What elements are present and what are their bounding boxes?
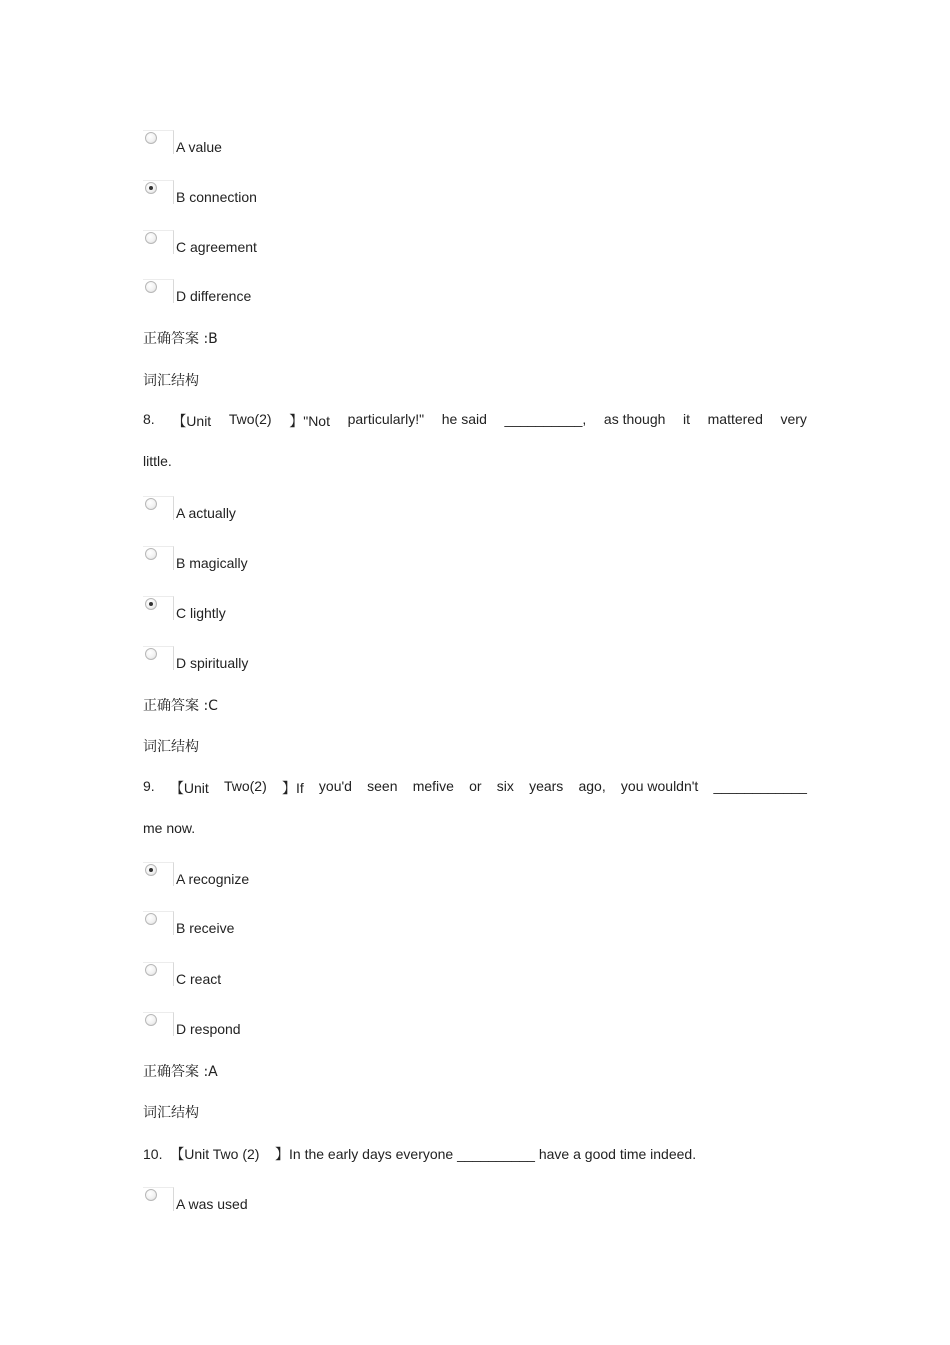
word: 】If bbox=[281, 780, 304, 796]
option-frame bbox=[143, 962, 174, 986]
word: 【Unit bbox=[172, 413, 212, 429]
word: years bbox=[529, 778, 564, 794]
word: as though bbox=[603, 411, 666, 427]
q10-option-a[interactable] bbox=[143, 1187, 543, 1221]
word: mefive bbox=[412, 778, 454, 794]
q8-option-b[interactable] bbox=[143, 546, 543, 580]
correct-answer: 正确答案 :C bbox=[143, 698, 218, 714]
option-frame bbox=[143, 496, 174, 520]
option-label: D difference bbox=[176, 288, 252, 304]
q8-option-d[interactable] bbox=[143, 646, 543, 680]
option-frame bbox=[143, 180, 174, 204]
option-label: C react bbox=[176, 971, 222, 987]
question-8-text-continued: little. bbox=[143, 453, 172, 469]
answer-blank: __________, bbox=[504, 411, 587, 427]
q9-option-c[interactable] bbox=[143, 962, 543, 996]
option-label: D respond bbox=[176, 1021, 241, 1037]
word: 】"Not bbox=[289, 413, 330, 429]
option-label: A was used bbox=[176, 1196, 248, 1212]
word: seen bbox=[367, 778, 398, 794]
word: he said bbox=[441, 411, 487, 427]
word: particularly!" bbox=[347, 411, 425, 427]
option-frame bbox=[143, 646, 174, 670]
option-label: D spiritually bbox=[176, 655, 249, 671]
option-frame bbox=[143, 230, 174, 254]
word: or bbox=[469, 778, 482, 794]
option-frame bbox=[143, 596, 174, 620]
word: you'd bbox=[318, 778, 352, 794]
q7-option-b[interactable] bbox=[143, 180, 543, 214]
word: very bbox=[780, 411, 807, 427]
word: six bbox=[496, 778, 514, 794]
question-9-text-continued: me now. bbox=[143, 820, 196, 836]
question-10-text: 10. 【Unit Two (2) 】In the early days everyone __________ have a good time indeed. bbox=[143, 1146, 697, 1162]
word: you wouldn't bbox=[620, 778, 699, 794]
word: 【Unit bbox=[169, 780, 209, 796]
q7-option-d[interactable] bbox=[143, 279, 543, 313]
option-frame bbox=[143, 546, 174, 570]
q9-option-b[interactable] bbox=[143, 911, 543, 945]
question-9-text bbox=[143, 778, 807, 798]
option-label: B magically bbox=[176, 555, 248, 571]
word: 8. bbox=[143, 411, 155, 427]
word: it bbox=[683, 411, 691, 427]
q9-option-d[interactable] bbox=[143, 1012, 543, 1046]
q9-option-a[interactable] bbox=[143, 862, 543, 896]
option-label: C lightly bbox=[176, 605, 226, 621]
correct-answer: 正确答案 :B bbox=[143, 331, 218, 347]
question-8-text bbox=[143, 411, 807, 431]
option-label: B connection bbox=[176, 189, 257, 205]
q8-option-a[interactable] bbox=[143, 496, 543, 530]
q8-option-c[interactable] bbox=[143, 596, 543, 630]
option-frame bbox=[143, 1012, 174, 1036]
correct-answer: 正确答案 :A bbox=[143, 1064, 218, 1080]
q7-option-c[interactable] bbox=[143, 230, 543, 264]
option-label: A actually bbox=[176, 505, 236, 521]
question-category: 词汇结构 bbox=[143, 373, 199, 389]
q7-option-a[interactable] bbox=[143, 130, 543, 164]
option-frame bbox=[143, 279, 174, 303]
option-frame bbox=[143, 1187, 174, 1211]
question-category: 词汇结构 bbox=[143, 1105, 199, 1121]
option-frame bbox=[143, 130, 174, 154]
option-label: A recognize bbox=[176, 871, 250, 887]
option-label: A value bbox=[176, 139, 222, 155]
option-label: B receive bbox=[176, 920, 235, 936]
option-label: C agreement bbox=[176, 239, 257, 255]
answer-blank: ____________ bbox=[713, 778, 807, 794]
question-category: 词汇结构 bbox=[143, 739, 199, 755]
word: mattered bbox=[707, 411, 763, 427]
word: 9. bbox=[143, 778, 155, 794]
option-frame bbox=[143, 862, 174, 886]
word: Two(2) bbox=[223, 778, 267, 794]
option-frame bbox=[143, 911, 174, 935]
word: Two(2) bbox=[228, 411, 272, 427]
word: ago, bbox=[578, 778, 606, 794]
